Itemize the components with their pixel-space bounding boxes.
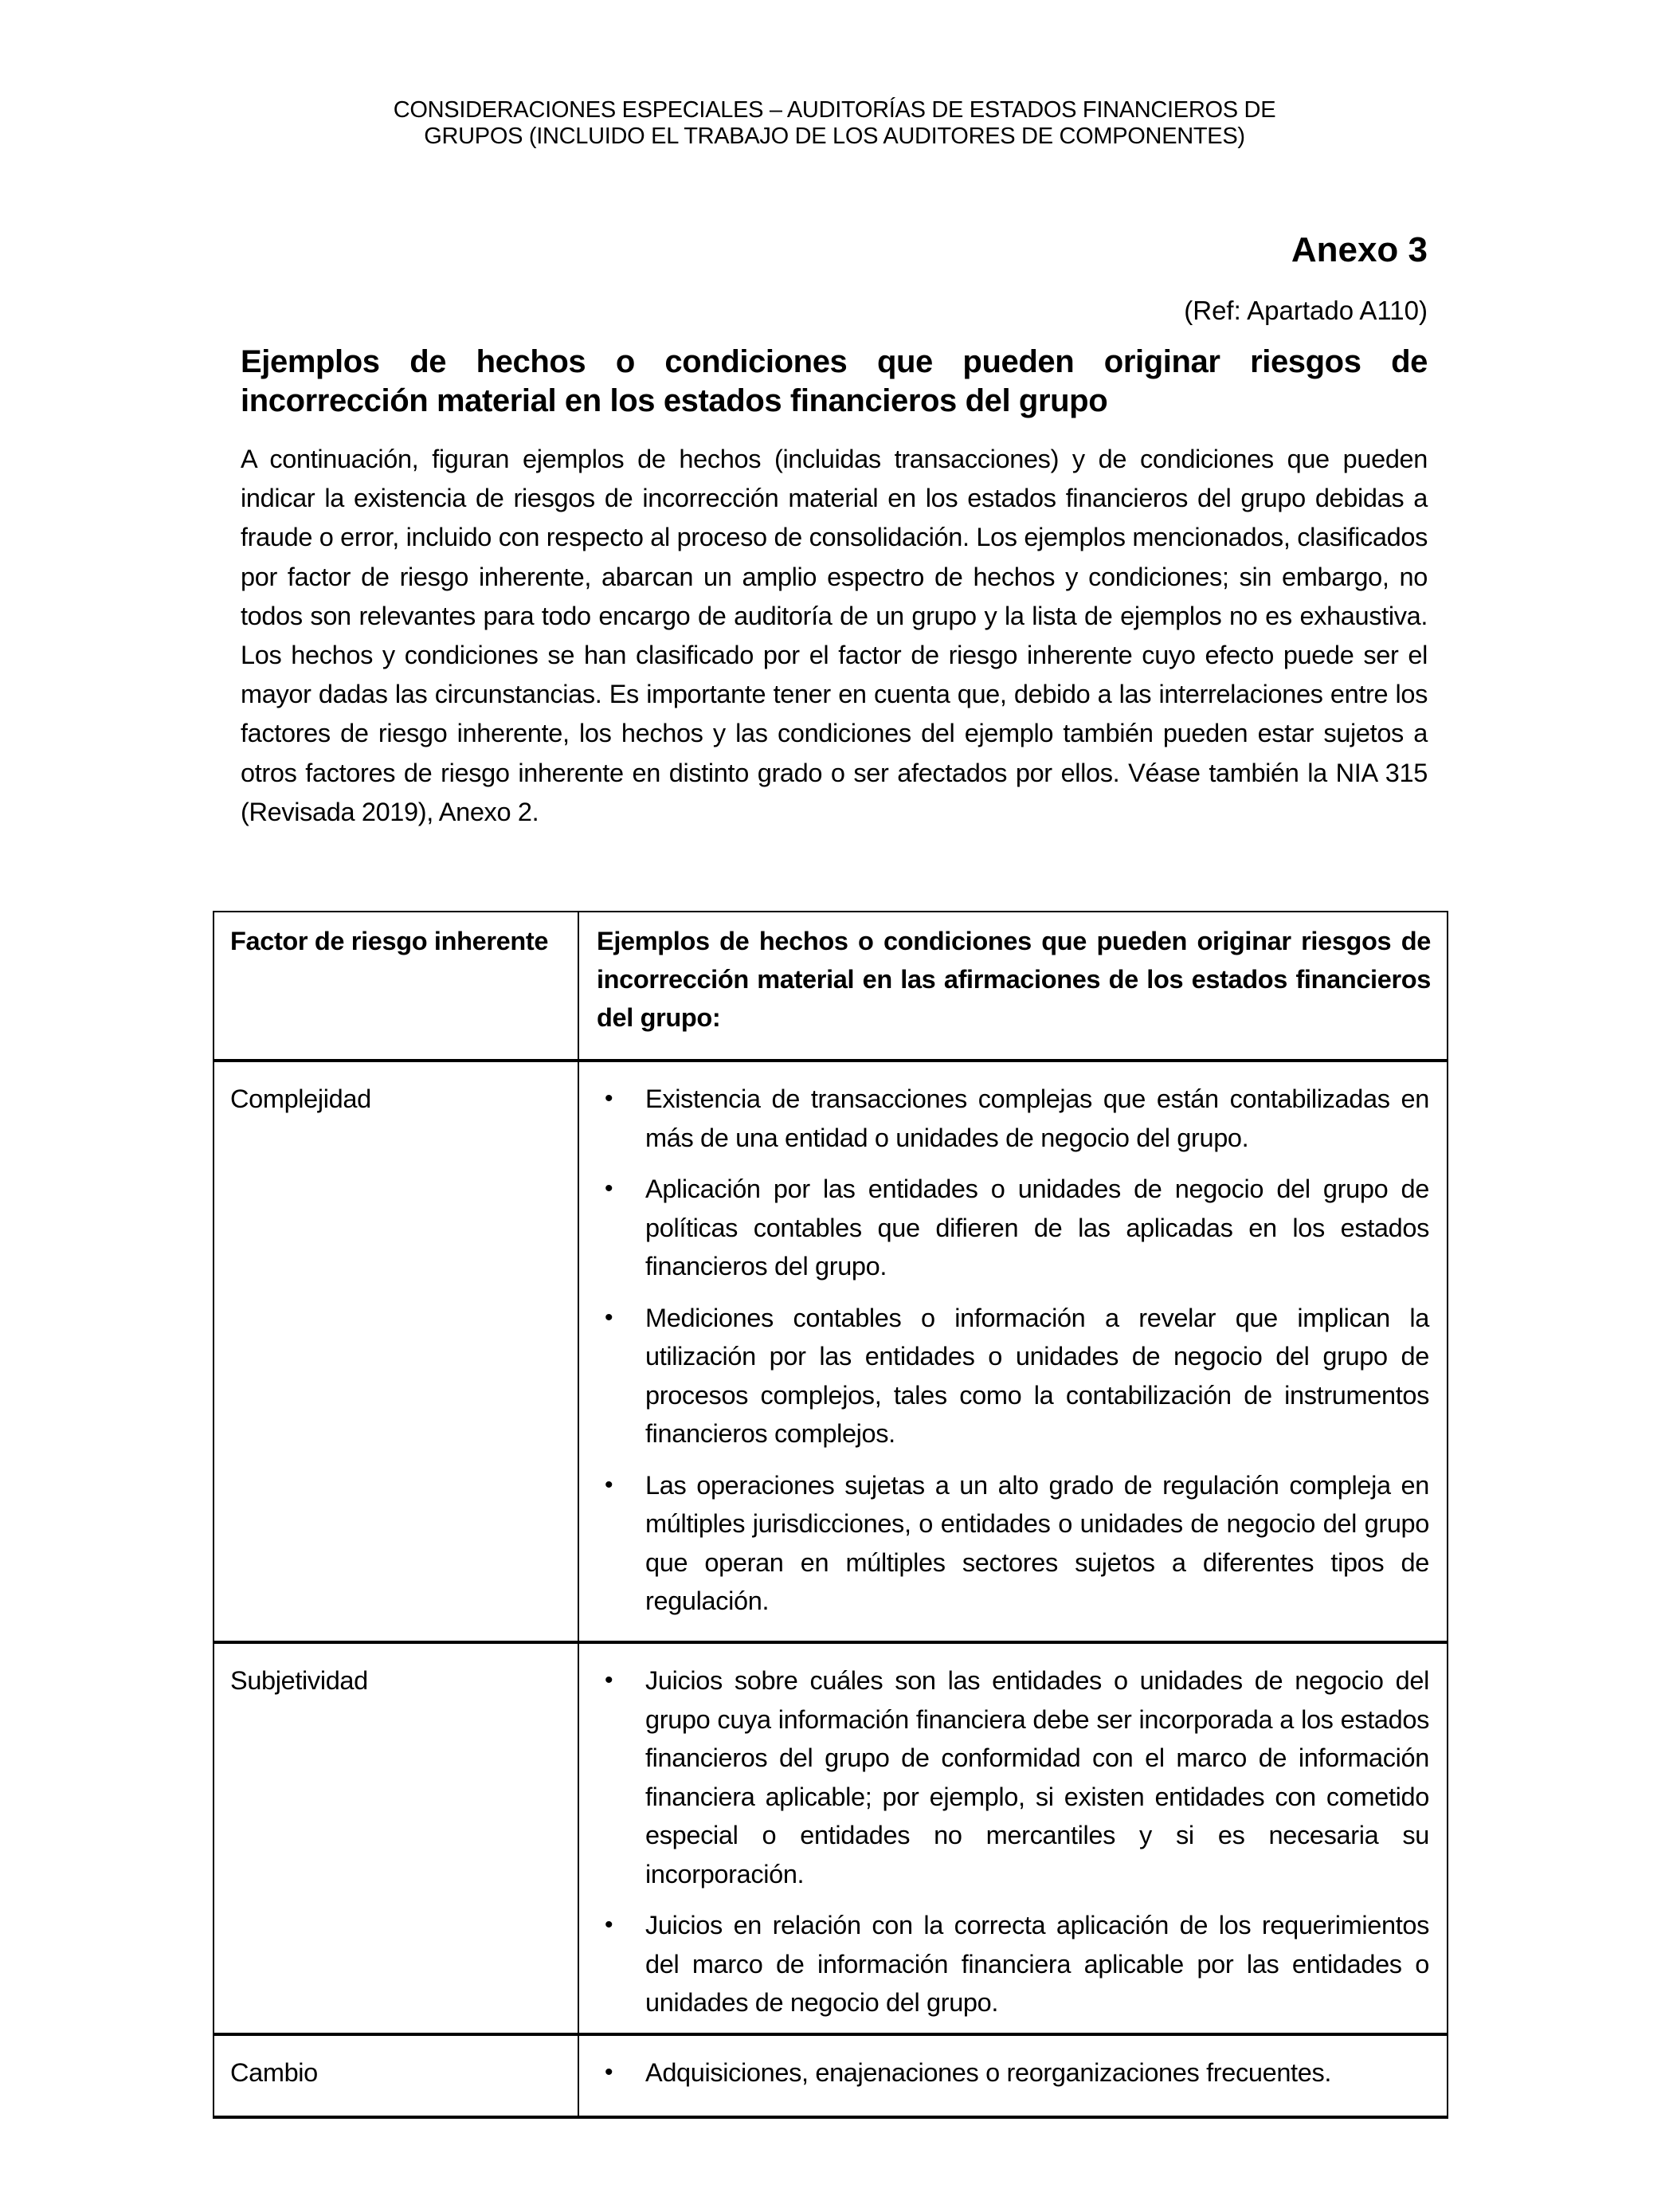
factor-cell: Cambio xyxy=(214,2034,578,2117)
list-item-text: Juicios en relación con la correcta aplicación de los requerimientos del marco de información financiera aplicable por las entidades o unidades de negocio del grupo. xyxy=(645,1911,1429,2017)
list-item xyxy=(603,2053,1429,2092)
column-header-factor: Factor de riesgo inherente xyxy=(214,912,578,1061)
bullet-icon: • xyxy=(605,1471,613,1498)
bullet-icon: • xyxy=(605,1304,613,1331)
column-header-examples: Ejemplos de hechos o condiciones que pueden originar riesgos de incorrección material en las afirmaciones de los estados financieros del grupo: xyxy=(578,912,1448,1061)
list-item xyxy=(603,1080,1429,1157)
examples-list xyxy=(603,1080,1429,1621)
annex-reference: (Ref: Apartado A110) xyxy=(1184,296,1428,325)
bullet-icon: • xyxy=(605,1085,613,1112)
examples-cell xyxy=(578,2034,1448,2117)
bullet-icon: • xyxy=(605,1912,613,1938)
list-item xyxy=(603,1906,1429,2022)
examples-cell xyxy=(578,1642,1448,2034)
list-item-text: Adquisiciones, enajenaciones o reorganizaciones frecuentes. xyxy=(645,2058,1332,2087)
intro-paragraph: A continuación, figuran ejemplos de hechos (incluidas transacciones) y de condiciones que pueden indicar la existencia de riesgos de incorrección material en los estados financieros del grupo debidas a fraude o error, incluido con respecto al proceso de consolidación. Los ejemplos mencionados, clasificados por factor de riesgo inherente, abarcan un amplio espectro de hechos y condiciones; sin embargo, no todos son relevantes para todo encargo de auditoría de un grupo y la lista de ejemplos no es exhaustiva. Los hechos y condiciones se han clasificado por el factor de riesgo inherente cuyo efecto puede ser el mayor dadas las circunstancias. Es importante tener en cuenta que, debido a las interrelaciones entre los factores de riesgo inherente, los hechos y las condiciones del ejemplo también pueden estar sujetos a otros factores de riesgo inherente en distinto grado o ser afectados por ellos. Véase también la NIA 315 (Revisada 2019), Anexo 2. xyxy=(241,445,1428,826)
running-header xyxy=(0,97,1669,150)
section-title: Ejemplos de hechos o condiciones que pueden originar riesgos de incorrección material en los estados financieros del grupo xyxy=(241,344,1428,418)
bullet-icon: • xyxy=(605,2059,613,2085)
list-item-text: Juicios sobre cuáles son las entidades o unidades de negocio del grupo cuya información financiera debe ser incorporada a los estados financieros del grupo de conformidad con el marco de información financiera aplicable; por ejemplo, si existen entidades con cometido especial o entidades no mercantiles y si es necesaria su incorporación. xyxy=(645,1666,1429,1888)
list-item-text: Mediciones contables o información a revelar que implican la utilización por las entidades o unidades de negocio del grupo de procesos complejos, tales como la contabilización de instrumentos financieros complejos. xyxy=(645,1303,1429,1448)
list-item xyxy=(603,1466,1429,1621)
risk-factor-table xyxy=(213,911,1448,2119)
factor-cell: Subjetividad xyxy=(214,1642,578,2034)
bullet-icon: • xyxy=(605,1175,613,1202)
list-item xyxy=(603,1661,1429,1893)
running-header-line-2: GRUPOS (INCLUIDO EL TRABAJO DE LOS AUDITORES DE COMPONENTES) xyxy=(424,124,1245,149)
list-item xyxy=(603,1170,1429,1286)
list-item-text: Las operaciones sujetas a un alto grado de regulación compleja en múltiples jurisdicciones, o entidades o unidades de negocio del grupo que operan en múltiples sectores sujetos a diferentes tipos de regulación. xyxy=(645,1470,1429,1615)
examples-cell xyxy=(578,1061,1448,1642)
list-item xyxy=(603,1299,1429,1453)
factor-cell: Complejidad xyxy=(214,1061,578,1642)
list-item-text: Aplicación por las entidades o unidades de negocio del grupo de políticas contables que difieren de las aplicadas en los estados financieros del grupo. xyxy=(645,1175,1429,1281)
examples-list xyxy=(603,2053,1429,2092)
bullet-icon: • xyxy=(605,1667,613,1693)
list-item-text: Existencia de transacciones complejas que están contabilizadas en más de una entidad o unidades de negocio del grupo. xyxy=(645,1084,1429,1152)
table-row xyxy=(214,1642,1448,2034)
examples-list xyxy=(603,1661,1429,2022)
table-header-row xyxy=(214,912,1448,1061)
annex-title: Anexo 3 xyxy=(1291,230,1428,269)
table-row xyxy=(214,2034,1448,2117)
table-row xyxy=(214,1061,1448,1642)
running-header-line-1: CONSIDERACIONES ESPECIALES – AUDITORÍAS DE ESTADOS FINANCIEROS DE xyxy=(393,97,1276,123)
